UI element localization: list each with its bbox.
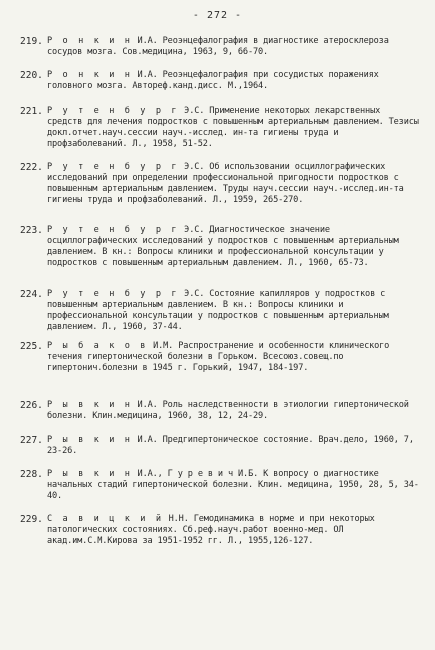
entry-author: Р у т е н б у р г [47, 106, 180, 116]
entry-text [47, 469, 419, 502]
entry-body: И.А. Реоэнцефалография при сосудистых поражениях головного мозга. Автореф.канд.дисс. М.,1964. [47, 70, 384, 91]
entry-text [47, 400, 419, 422]
entry-number: 229. [20, 514, 43, 525]
entry-author: Р о н к и н [47, 70, 133, 80]
entry-text [47, 36, 419, 58]
entry-body: И.А. Роль наследственности в этиологии гипертонической болезни. Клин.медицина, 1960, 38, 12, 24-29. [47, 400, 414, 421]
entry-author: Р ы б а к о в [47, 341, 149, 351]
entry-body: Э.С. Применение некоторых лекарственных средств для лечения подростков с повышенным артериальным давлением. Тезисы докл.отчет.науч.сессии науч.-исслед. ин-та гигиены труда и профзаболеваний. Л., 1958, 51-52. [47, 106, 424, 149]
entry-author: Р у т е н б у р г [47, 162, 180, 172]
entry-body: Э.С. Состояние капилляров у подростков с повышенным артериальным давлением. В кн.: Вопросы клиники и профессиональной консультации у подростков с повышенным артериальным давлением. Л., 1960, 37-44. [47, 289, 394, 332]
entry-number: 221. [20, 106, 43, 117]
entry-number: 223. [20, 225, 43, 236]
entry-text [47, 106, 424, 150]
page-number: - 272 - [192, 10, 243, 21]
entry-author: Р ы в к и н [47, 469, 133, 479]
entry-text [47, 435, 419, 457]
entry-number: 225. [20, 341, 43, 352]
entry-body: И.М. Распространение и особенности клинического течения гипертонической болезни в Горьком. Всесоюз.совещ.по гипертонич.болезни в 1945 г. Горький, 1947, 184-197. [47, 341, 395, 373]
entry-number: 222. [20, 162, 43, 173]
entry-body: И.А., Г у р е в и ч И.Б. К вопросу о диагностике начальных стадий гипертонической болезни. Клин. медицина, 1950, 28, 5, 34-40. [47, 469, 419, 501]
entry-number: 224. [20, 289, 43, 300]
entry-author: Р о н к и н [47, 36, 133, 46]
entry-text [47, 70, 419, 92]
entry-text [47, 514, 419, 547]
entry-author: Р у т е н б у р г [47, 289, 180, 299]
entry-text [47, 225, 419, 269]
entry-number: 226. [20, 400, 43, 411]
entry-text [47, 341, 419, 374]
entry-number: 227. [20, 435, 43, 446]
entry-author: Р ы в к и н [47, 400, 133, 410]
entry-number: 219. [20, 36, 43, 47]
entry-body: Н.Н. Гемодинамика в норме и при некоторых патологических состояниях. Сб.реф.науч.работ военно-мед. ОЛ акад.им.С.М.Кирова за 1951-1952 гг. Л., 1955,126-127. [47, 514, 380, 546]
entry-author: С а в и ц к и й [47, 514, 164, 524]
entry-author: Р ы в к и н [47, 435, 133, 445]
entry-body: Э.С. Диагностическое значение осциллографических исследований у подростков с повышенным артериальным давлением. В кн.: Вопросы клиники и профессиональной консультации у подростков с повышенным артериальным давлением. Л., 1960, 65-73. [47, 225, 404, 268]
entry-number: 220. [20, 70, 43, 81]
entry-author: Р у т е н б у р г [47, 225, 180, 235]
entry-body: Э.С. Об использовании осциллографических исследований при определении профессиональной пригодности подростков с повышенным артериальным давлением. Труды науч.сессии науч.-исслед.ин-та гигиены труда и профзаболеваний. Л., 1959, 265-270. [47, 162, 409, 205]
entry-text [47, 162, 419, 206]
entry-text [47, 289, 419, 333]
entry-body: И.А. Предгипертоническое состояние. Врач.дело, 1960, 7, 23-26. [47, 435, 419, 456]
entry-number: 228. [20, 469, 43, 480]
entry-body: И.А. Реоэнцефалография в диагностике атеросклероза сосудов мозга. Сов.медицина, 1963, 9, 66-70. [47, 36, 394, 57]
